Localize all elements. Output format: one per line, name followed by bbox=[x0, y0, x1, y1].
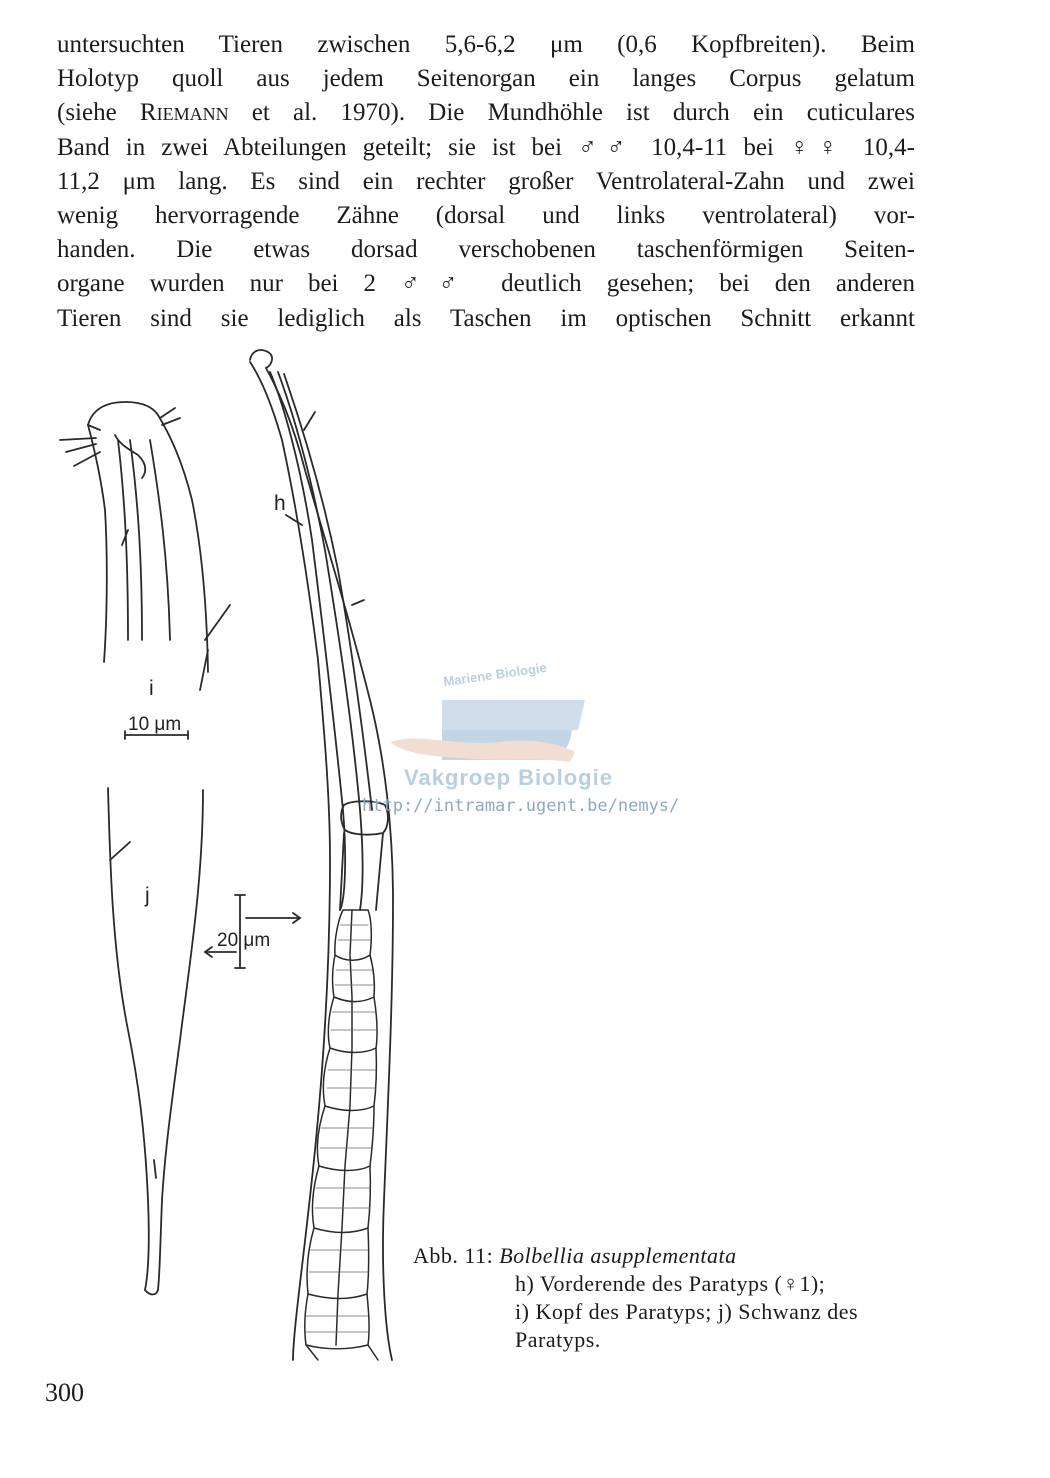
caption-line-h: h) Vorderende des Paratyps (♀1); bbox=[515, 1271, 826, 1296]
watermark-bottom-text: Vakgroep Biologie bbox=[404, 765, 613, 790]
figure-i-head bbox=[60, 402, 230, 739]
text-line: Band in zwei Abteilungen geteilt; sie ist bei ♂♂ 10,4-11 bei ♀♀ 10,4- bbox=[57, 133, 915, 161]
text-line: Tieren sind sie lediglich als Taschen im optischen Schnitt erkannt bbox=[57, 304, 915, 332]
author-name: Riemann bbox=[139, 99, 229, 127]
figure-h-anterior bbox=[250, 350, 393, 1360]
page-number: 300 bbox=[45, 1378, 84, 1407]
text-line: (siehe Riemann et al. 1970). Die Mundhöhle ist durch ein cuticulares bbox=[57, 99, 916, 127]
figure-caption bbox=[413, 1242, 933, 1354]
body-text bbox=[57, 28, 915, 336]
label-h: h bbox=[274, 492, 286, 515]
text-line: wenig hervorragende Zähne (dorsal und links ventrolateral) vor- bbox=[57, 202, 915, 230]
text-line: organe wurden nur bei 2 ♂♂ deutlich gesehen; bei den anderen bbox=[57, 270, 915, 298]
watermark-url: http://intramar.ugent.be/nemys/ bbox=[362, 796, 680, 816]
nematode-figure bbox=[0, 330, 1050, 1370]
scale-label-20um: 20 μm bbox=[217, 930, 271, 951]
caption-line-end: Paratyps. bbox=[515, 1327, 601, 1352]
text-line: Holotyp quoll aus jedem Seitenorgan ein langes Corpus gelatum bbox=[57, 65, 915, 93]
figure-j-tail bbox=[108, 788, 203, 1295]
text-line: untersuchten Tieren zwischen 5,6-6,2 μm (0,6 Kopfbreiten). Beim bbox=[57, 31, 915, 58]
label-j: j bbox=[145, 884, 150, 907]
watermark-top-text: Mariene Biologie bbox=[442, 659, 548, 690]
caption-species: Bolbellia asupplementata bbox=[499, 1243, 737, 1268]
scale-label-10um: 10 μm bbox=[128, 714, 182, 735]
caption-line-i: i) Kopf des Paratyps; j) Schwanz des bbox=[515, 1299, 859, 1324]
caption-prefix: Abb. 11: bbox=[413, 1243, 500, 1268]
text-line: 11,2 μm lang. Es sind ein rechter großer Ventrolateral-Zahn und zwei bbox=[57, 167, 915, 195]
label-i: i bbox=[149, 677, 154, 700]
text-line: handen. Die etwas dorsad verschobenen taschenförmigen Seiten- bbox=[57, 236, 915, 264]
